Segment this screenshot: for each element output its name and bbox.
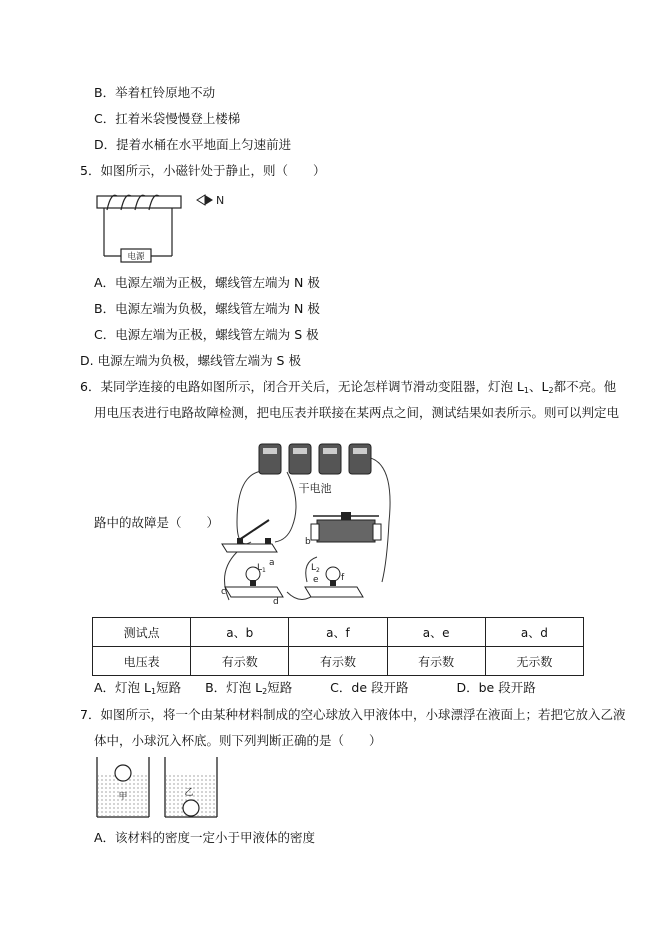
svg-text:L2: $L_2$ [311, 563, 320, 574]
svg-text:L1: $L_1$ [257, 563, 266, 574]
voltage-test-table [92, 617, 584, 676]
svg-text:b: b [305, 537, 311, 547]
battery-label: 干电池 [298, 482, 332, 495]
compass-n-label: N [216, 194, 225, 207]
svg-text:甲: 甲 [118, 792, 128, 802]
question-7-line1: 7．如图所示，将一个由某种材料制成的空心球放入甲液体中，小球漂浮在液面上；若把它放入乙液 [80, 707, 626, 722]
question-7-line2: 体中，小球沉入杯底。则下列判断正确的是（ ） [94, 733, 382, 748]
option-a-q5: A．电源左端为正极，螺线管左端为 N 极 [94, 275, 320, 290]
svg-text:e: e [313, 575, 319, 585]
question-6-line2: 用电压表进行电路故障检测，把电压表并联接在某两点之间，测试结果如表所示。则可以判定电 [94, 405, 620, 420]
svg-text:f: f [341, 573, 345, 583]
table-row: 测试点 a、b a、f a、e a、d [93, 618, 584, 647]
option-d-q4: D．提着水桶在水平地面上匀速前进 [94, 137, 292, 152]
option-a-q7: A．该材料的密度一定小于甲液体的密度 [94, 830, 316, 845]
svg-text:d: d [273, 597, 279, 607]
svg-text:a: a [269, 558, 275, 568]
option-b-q4: B．举着杠铃原地不动 [94, 85, 216, 100]
question-5: 5．如图所示，小磁针处于静止，则（ ） [80, 163, 326, 178]
svg-text:乙: 乙 [184, 788, 194, 798]
option-b-q5: B．电源左端为负极，螺线管左端为 N 极 [94, 301, 320, 316]
question-6-line3: 路中的故障是（ ） [94, 515, 220, 530]
figure-solenoid-compass [95, 190, 235, 265]
table-row: 电压表 有示数 有示数 有示数 无示数 [93, 647, 584, 676]
options-q6: A．灯泡 $L_1$短路 B．灯泡 $L_2$短路 C．de 段开路 D．be 段开路 [94, 680, 536, 696]
figure-circuit [217, 432, 397, 610]
figure-floating-ball [93, 755, 223, 821]
option-c-q5: C．电源左端为正极，螺线管左端为 S 极 [94, 327, 319, 342]
option-d-q5: D. 电源左端为负极，螺线管左端为 S 极 [80, 353, 301, 368]
svg-text:c: c [221, 587, 226, 597]
option-c-q4: C．扛着米袋慢慢登上楼梯 [94, 111, 241, 126]
question-6-line1: 6．某同学连接的电路如图所示，闭合开关后，无论怎样调节滑动变阻器，灯泡 $L_1$、$L_2$都不亮。他 [80, 379, 617, 395]
power-label: 电源 [127, 252, 145, 262]
